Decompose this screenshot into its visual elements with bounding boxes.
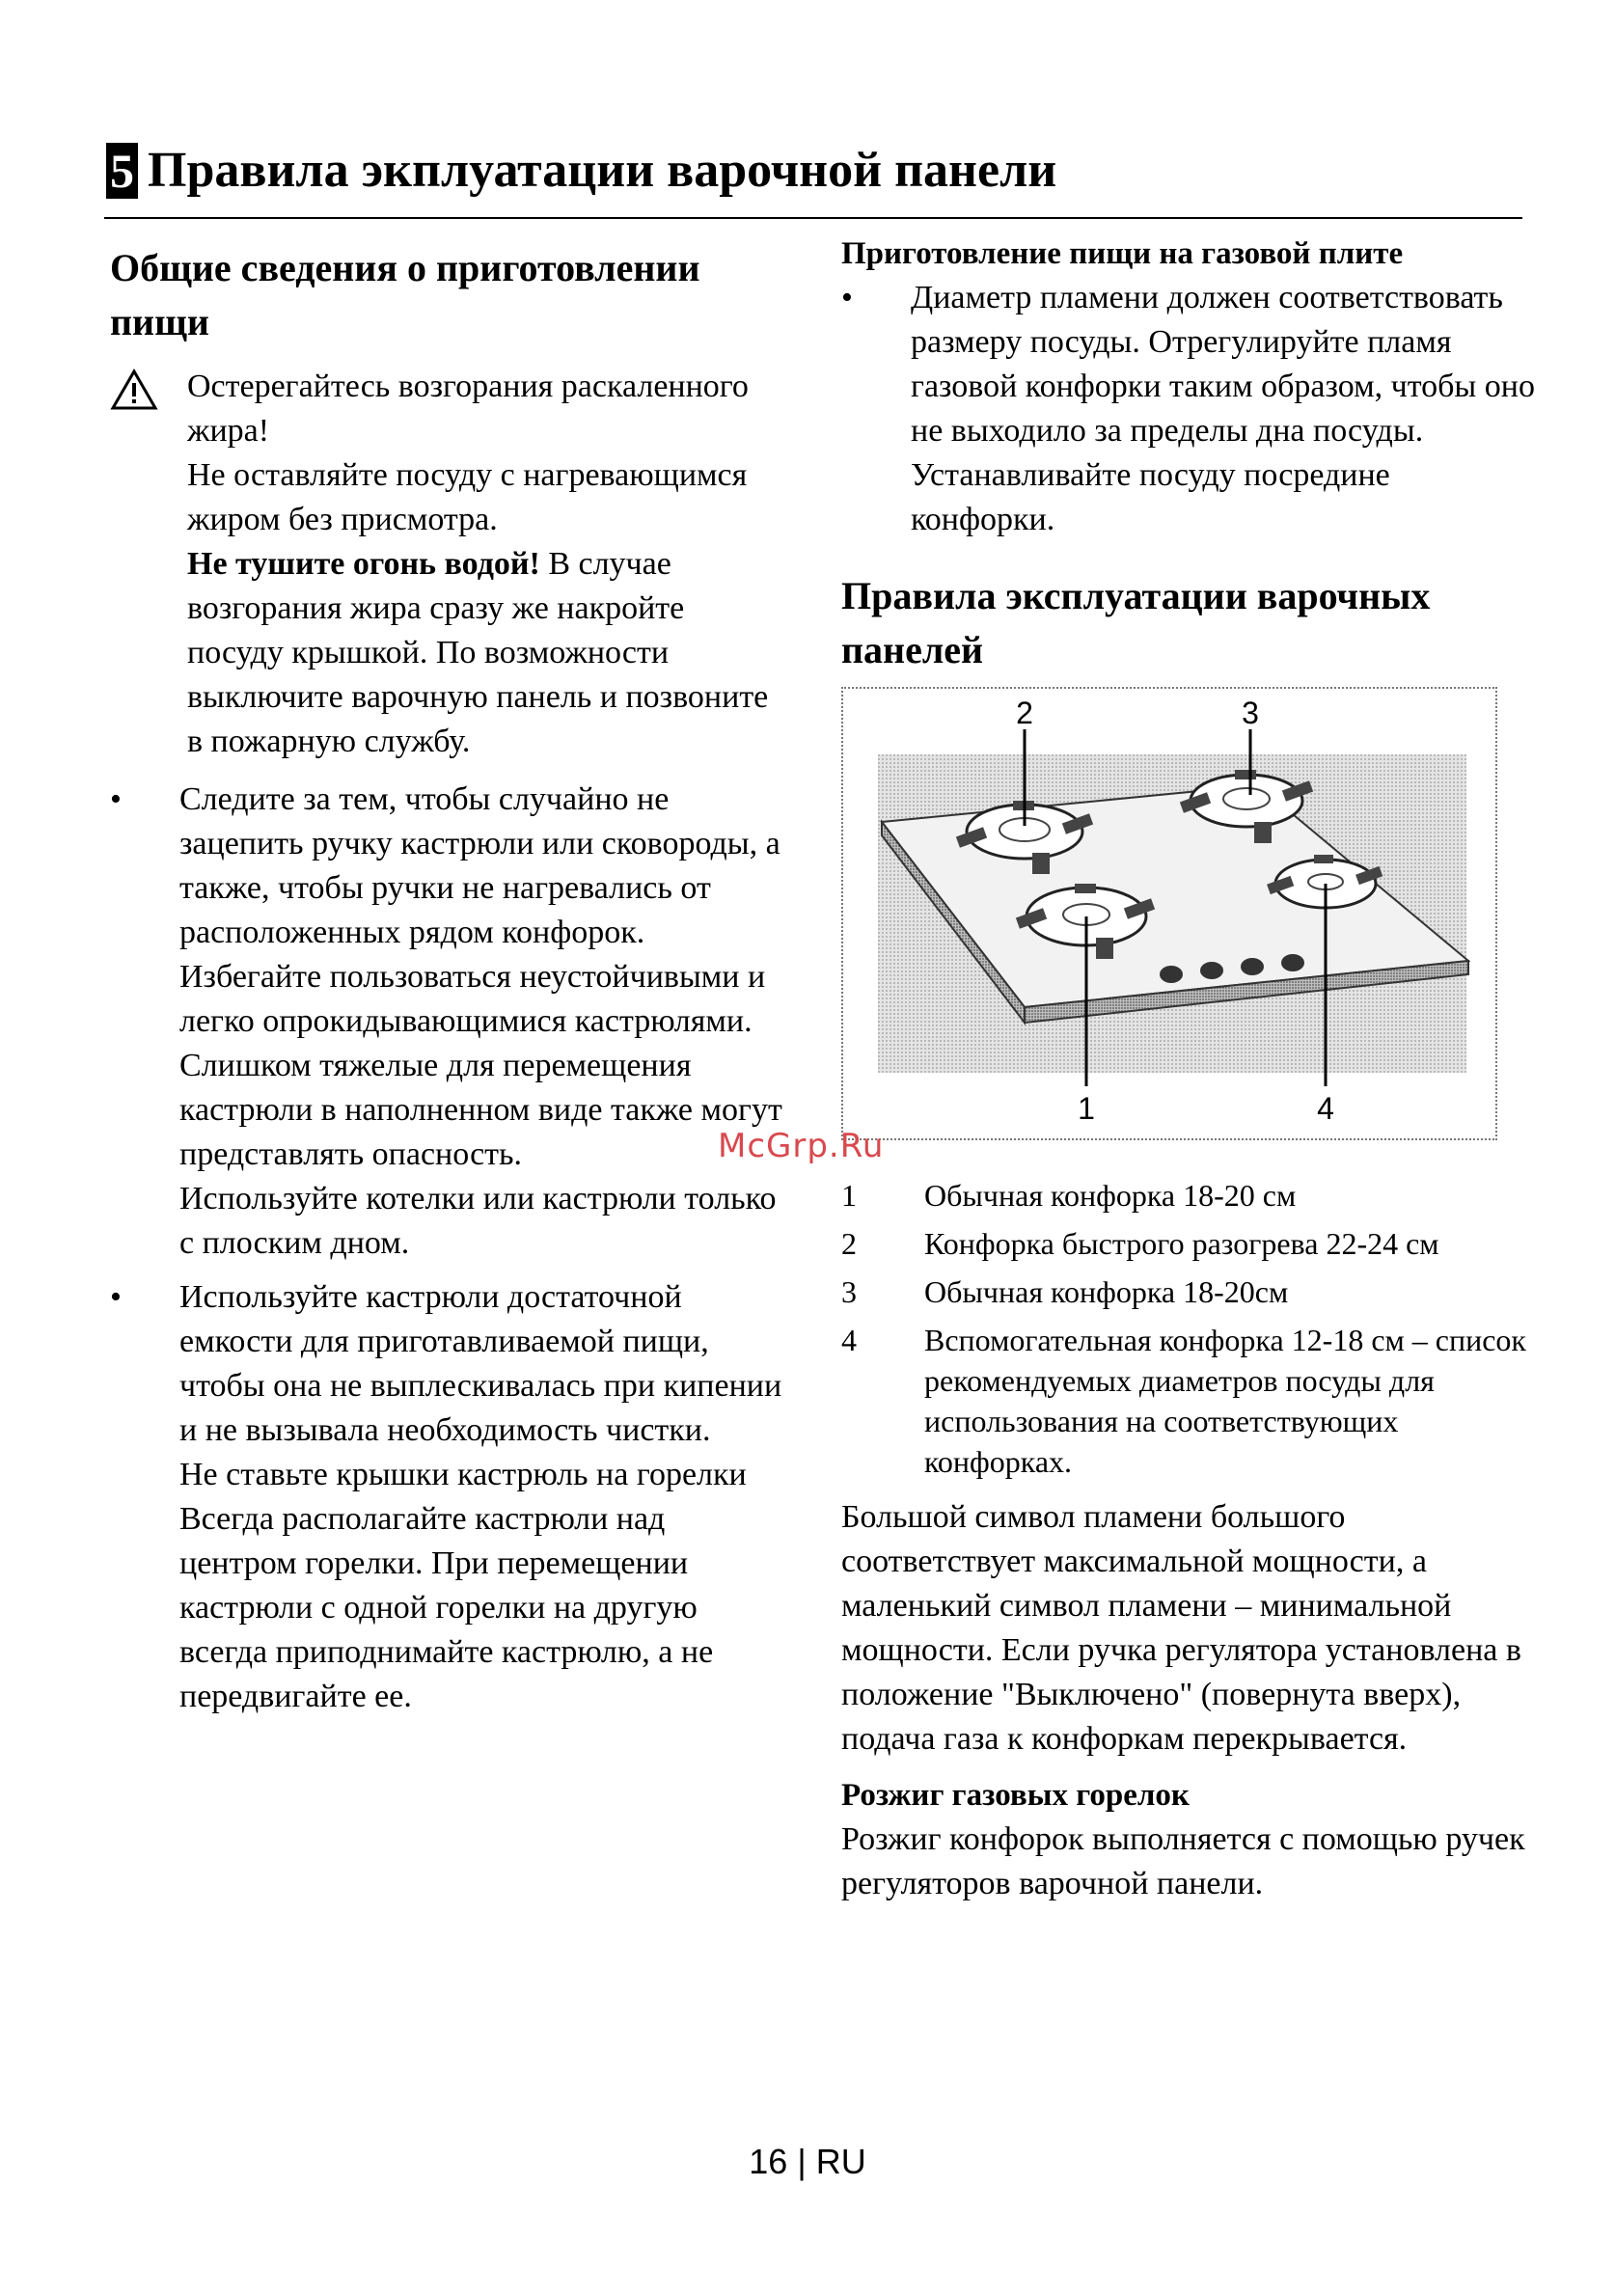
legend-number: 4 (841, 1323, 857, 1357)
section-title-general: Общие сведения о приготовлении пищи (110, 246, 700, 343)
legend-number: 1 (841, 1178, 857, 1213)
warning-line-1: Остерегайтесь возгорания раскаленного жира! (187, 369, 749, 449)
hob-illustration (843, 689, 1495, 1138)
legend-text: Конфорка быстрого разогрева 22-24 см (924, 1226, 1439, 1261)
page-number: 16 (749, 2142, 788, 2181)
flame-symbol-paragraph: Большой символ пламени большого соответствует максимальной мощности, а маленький символ пламени – минимальной мощности. Если ручка регулятора установлена в положение "Выключено" (повернута вверх), подача газа к конфоркам перекрывается. (841, 1499, 1521, 1757)
bullet-paragraph: Не ставьте крышки кастрюль на горелки (179, 1457, 747, 1492)
figure-label-2: 2 (1016, 696, 1033, 730)
legend-text: Обычная конфорка 18-20см (924, 1274, 1289, 1309)
legend-row (841, 1320, 1536, 1482)
legend-row (841, 1223, 1536, 1264)
fire-warning (110, 365, 785, 764)
figure-label-1: 1 (1078, 1091, 1095, 1126)
gas-bullet-text: Диаметр пламени должен соответствовать размеру посуды. Отрегулируйте пламя газовой конфорки таким образом, чтобы оно не выходило за пределы дна посуды. Устанавливайте посуду посредине конфорки. (911, 280, 1535, 537)
hob-diagram (841, 687, 1497, 1140)
bullet-dot: • (110, 781, 122, 817)
right-column (841, 232, 1536, 1906)
bullet-paragraph: Используйте котелки или кастрюли только с плоским дном. (179, 1181, 777, 1261)
left-column (110, 241, 785, 1719)
bullet-dot: • (110, 1279, 122, 1315)
legend-text: Вспомогательная конфорка 12-18 см – список рекомендуемых диаметров посуды для использования на соответствующих конфорках. (924, 1323, 1526, 1479)
legend-number: 2 (841, 1226, 857, 1261)
bullet-paragraph: Используйте кастрюли достаточной емкости для приготавливаемой пищи, чтобы она не выплескивалась при кипении и не вызывала необходимость чистки. (179, 1279, 782, 1448)
chapter-header (106, 143, 1522, 199)
warning-triangle-icon (110, 369, 158, 411)
ignition-text: Розжиг конфорок выполняется с помощью ручек регуляторов варочной панели. (841, 1821, 1525, 1901)
warning-rest: В случае возгорания жира сразу же накройте посуду крышкой. По возможности выключите варочную панель и позвоните в пожарную службу. (187, 546, 769, 759)
rules-title: Правила эксплуатации варочных панелей (841, 574, 1431, 671)
watermark: McGrp.Ru (718, 1127, 885, 1165)
figure-label-4: 4 (1317, 1091, 1334, 1126)
gas-bullet (841, 276, 1536, 542)
warning-line-2: Не оставляйте посуду с нагревающимся жиром без присмотра. (187, 457, 748, 537)
header-rule (104, 217, 1522, 219)
bullet-item (110, 1275, 785, 1719)
ignition-title: Розжиг газовых горелок (841, 1778, 1190, 1813)
warning-bold: Не тушите огонь водой! (187, 546, 540, 582)
legend-row (841, 1271, 1536, 1312)
bullet-paragraph: Всегда располагайте кастрюли над центром горелки. При перемещении кастрюли с одной горелки на другую всегда приподнимайте кастрюлю, а не передвигайте ее. (179, 1501, 714, 1714)
legend-number: 3 (841, 1274, 857, 1309)
warning-line-3 (187, 542, 785, 764)
legend-row (841, 1175, 1536, 1216)
legend-text: Обычная конфорка 18-20 см (924, 1178, 1297, 1213)
figure-label-3: 3 (1242, 696, 1259, 730)
bullet-item (110, 778, 785, 1266)
language-code: RU (815, 2142, 866, 2181)
footer-separator: | (797, 2142, 807, 2181)
gas-cooking-title: Приготовление пищи на газовой плите (841, 236, 1404, 271)
chapter-number: 5 (106, 143, 138, 199)
bullet-dot: • (841, 280, 853, 315)
chapter-title: Правила экплуатации варочной панели (148, 143, 1057, 198)
page-footer (0, 2142, 1615, 2182)
burner-legend (841, 1175, 1536, 1482)
bullet-paragraph: Следите за тем, чтобы случайно не зацепить ручку кастрюли или сковороды, а также, чтобы ручки не нагревались от расположенных рядом конфорок. Избегайте пользоваться неустойчивыми и легко опрокидывающимися кастрюлями. Слишком тяжелые для перемещения кастрюли в наполненном виде также могут представлять опасность. (179, 781, 782, 1172)
